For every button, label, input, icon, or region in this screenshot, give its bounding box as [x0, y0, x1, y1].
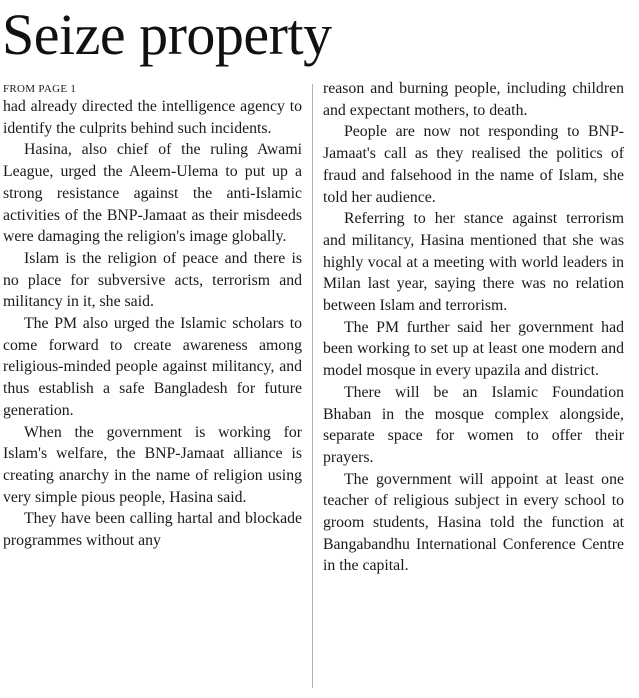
- article-paragraph: When the government is working for Islam's welfare, the BNP-Jamaat alliance is creating anarchy in the name of religion using very simple pious people, Hasina said.: [3, 423, 302, 506]
- article-paragraph: They have been calling hartal and blockade programmes without any: [3, 510, 302, 550]
- continuation-kicker: FROM PAGE 1: [3, 83, 77, 95]
- article-paragraph: The government will appoint at least one teacher of religious subject in every school to groom students, Hasina told the function at Bangabandhu International Conference Centre in the capital.: [323, 470, 624, 575]
- column-divider: [312, 84, 313, 688]
- article-paragraph: There will be an Islamic Foundation Bhaban in the mosque complex alongside, separate space for women to offer their prayers.: [323, 383, 624, 466]
- article-column-right: [323, 78, 624, 577]
- article-paragraph: Referring to her stance against terrorism and militancy, Hasina mentioned that she was highly vocal at a meeting with world leaders in Milan last year, saying there was no relation between Islam and terrorism.: [323, 210, 624, 315]
- article-column-left: [3, 82, 302, 552]
- left-column-body: [3, 96, 302, 552]
- right-column-body: [323, 78, 624, 577]
- article-paragraph: had already directed the intelligence agency to identify the culprits behind such incidents.: [3, 98, 302, 137]
- article-paragraph: Islam is the religion of peace and there is no place for subversive acts, terrorism and militancy in it, she said.: [3, 249, 302, 311]
- headline: Seize property: [2, 2, 332, 67]
- article-paragraph: Hasina, also chief of the ruling Awami League, urged the Aleem-Ulema to put up a strong resistance against the anti-Islamic activities of the BNP-Jamaat as their misdeeds were damaging the religion's image globally.: [3, 141, 302, 246]
- article-paragraph: People are now not responding to BNP-Jamaat's call as they realised the politics of fraud and falsehood in the name of Islam, she told her audience.: [323, 123, 624, 206]
- article-paragraph: The PM also urged the Islamic scholars to come forward to create awareness among religious-minded people against militancy, and thus establish a safe Bangladesh for future generation.: [3, 315, 302, 419]
- article-paragraph: reason and burning people, including children and expectant mothers, to death.: [323, 80, 624, 119]
- article-paragraph: The PM further said her government had been working to set up at least one modern and model mosque in every upazila and district.: [323, 318, 624, 380]
